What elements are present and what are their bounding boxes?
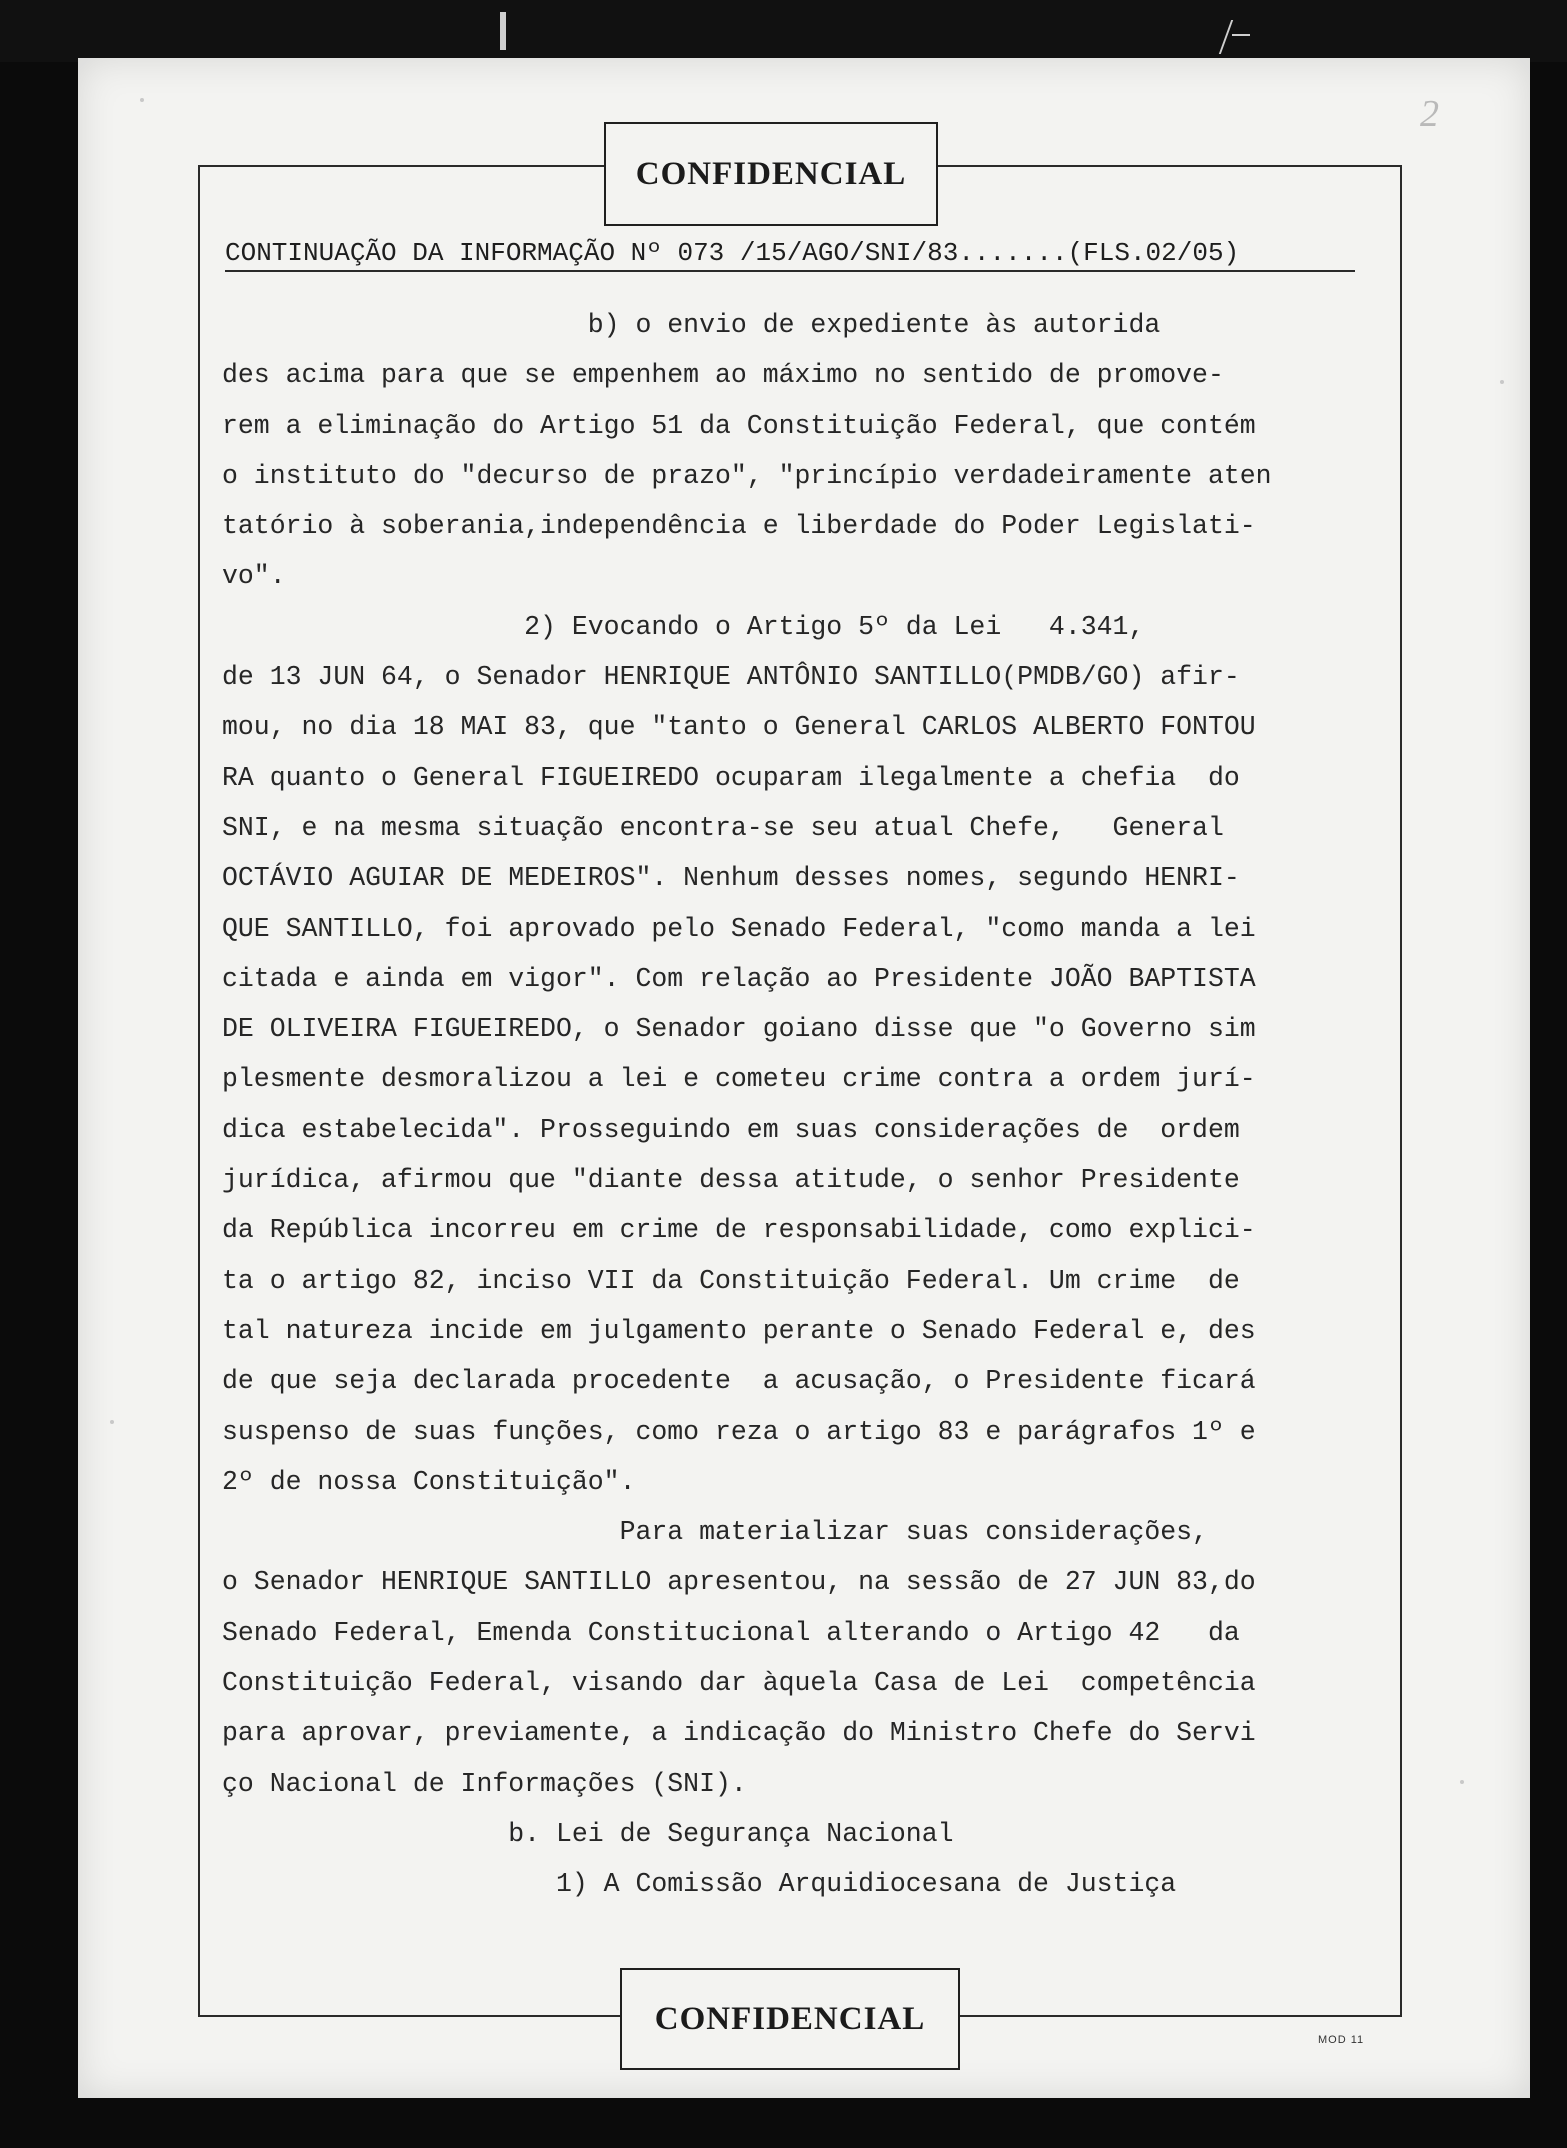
text-line: suspenso de suas funções, como reza o artigo 83 e parágrafos 1º e bbox=[222, 1416, 1256, 1447]
text-line: o Senador HENRIQUE SANTILLO apresentou, na sessão de 27 JUN 83,do bbox=[222, 1567, 1256, 1598]
text-line: Senado Federal, Emenda Constitucional alterando o Artigo 42 da bbox=[222, 1617, 1240, 1648]
text-line: Para materializar suas considerações, bbox=[222, 1517, 1208, 1548]
scan-mark bbox=[500, 12, 506, 50]
text-line: mou, no dia 18 MAI 83, que "tanto o General CARLOS ALBERTO FONTOU bbox=[222, 712, 1256, 743]
text-line: tatório à soberania,independência e liberdade do Poder Legislati- bbox=[222, 511, 1256, 542]
scan-speck bbox=[1500, 380, 1504, 384]
text-line: b) o envio de expediente às autorida bbox=[222, 310, 1161, 340]
text-line: b. Lei de Segurança Nacional bbox=[222, 1818, 954, 1849]
text-line: 2) Evocando o Artigo 5º da Lei 4.341, bbox=[222, 611, 1145, 642]
page-number: 2 bbox=[1420, 93, 1439, 135]
text-line: jurídica, afirmou que "diante dessa atitude, o senhor Presidente bbox=[222, 1165, 1240, 1196]
continuation-header: CONTINUAÇÃO DA INFORMAÇÃO Nº 073 /15/AGO/SNI/83.......(FLS.02/05) bbox=[225, 238, 1355, 272]
text-line: plesmente desmoralizou a lei e cometeu crime contra a ordem jurí- bbox=[222, 1064, 1256, 1095]
text-line: Constituição Federal, visando dar àquela Casa de Lei competência bbox=[222, 1668, 1256, 1699]
text-line: SNI, e na mesma situação encontra-se seu atual Chefe, General bbox=[222, 812, 1224, 843]
text-line: vo". bbox=[222, 561, 286, 592]
text-line: QUE SANTILLO, foi aprovado pelo Senado Federal, "como manda a lei bbox=[222, 913, 1256, 944]
scan-speck bbox=[1460, 1780, 1464, 1784]
text-line: o instituto do "decurso de prazo", "princípio verdadeiramente aten bbox=[222, 460, 1272, 491]
text-line: da República incorreu em crime de responsabilidade, como explici- bbox=[222, 1215, 1256, 1246]
form-code: MOD 11 bbox=[1318, 2034, 1365, 2046]
text-line: 2º de nossa Constituição". bbox=[222, 1466, 636, 1497]
text-line: tal natureza incide em julgamento perante o Senado Federal e, des bbox=[222, 1315, 1256, 1346]
scan-top-band bbox=[0, 0, 1567, 62]
text-line: OCTÁVIO AGUIAR DE MEDEIROS". Nenhum desses nomes, segundo HENRI- bbox=[222, 863, 1240, 894]
text-line: para aprovar, previamente, a indicação do Ministro Chefe do Servi bbox=[222, 1718, 1256, 1749]
confidential-stamp-top: CONFIDENCIAL bbox=[604, 122, 938, 226]
text-line: DE OLIVEIRA FIGUEIREDO, o Senador goiano disse que "o Governo sim bbox=[222, 1014, 1256, 1045]
scan-speck bbox=[110, 1420, 114, 1424]
text-line: de que seja declarada procedente a acusação, o Presidente ficará bbox=[222, 1366, 1256, 1397]
text-line: 1) A Comissão Arquidiocesana de Justiça bbox=[222, 1869, 1177, 1900]
text-line: rem a eliminação do Artigo 51 da Constituição Federal, que contém bbox=[222, 410, 1256, 441]
scan-mark bbox=[1232, 34, 1250, 36]
scan-speck bbox=[140, 98, 144, 102]
confidential-stamp-bottom: CONFIDENCIAL bbox=[620, 1968, 960, 2070]
text-line: des acima para que se empenhem ao máximo no sentido de promove- bbox=[222, 360, 1224, 391]
text-line: ta o artigo 82, inciso VII da Constituição Federal. Um crime de bbox=[222, 1265, 1240, 1296]
text-line: de 13 JUN 64, o Senador HENRIQUE ANTÔNIO SANTILLO(PMDB/GO) afir- bbox=[222, 662, 1240, 693]
text-line: dica estabelecida". Prosseguindo em suas considerações de ordem bbox=[222, 1114, 1240, 1145]
text-line: ço Nacional de Informações (SNI). bbox=[222, 1768, 747, 1799]
text-line: citada e ainda em vigor". Com relação ao Presidente JOÃO BAPTISTA bbox=[222, 963, 1256, 994]
text-line: RA quanto o General FIGUEIREDO ocuparam ilegalmente a chefia do bbox=[222, 762, 1240, 793]
document-body bbox=[222, 300, 1346, 1910]
